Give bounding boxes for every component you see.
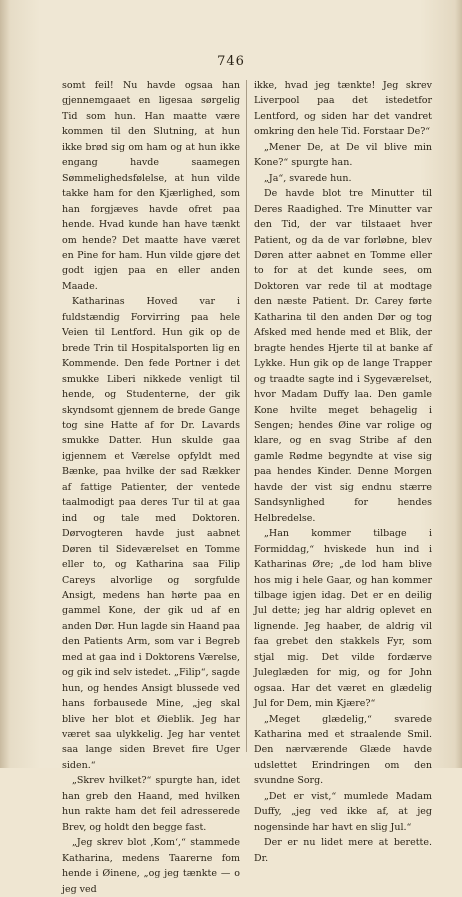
paragraph: „Han kommer tilbage i Formiddag,“ hviskede hun ind i Katharinas Øre; „de lod ham blive hos mig i hele Gaar, og han kommer tilbage igjen idag. Det er en deilig Jul dette; jeg har aldrig oplevet en lignende. Jeg haaber, de aldrig vil faa grebet den stakkels Fyr, som stjal mig. Det vilde fordærve Juleglæden for mig, og for John ogsaa. Har det været en glædelig Jul for Dem, min Kjære?“ <box>254 528 432 710</box>
column-divider <box>246 80 247 752</box>
page-number: 746 <box>217 54 245 69</box>
paragraph: ikke, hvad jeg tænkte! Jeg skrev Liverpool paa det istedetfor Lentford, og siden har det vandret omkring den hele Tid. Forstaar De?“ <box>254 80 432 138</box>
right-column <box>254 78 432 866</box>
paragraph: „Jeg skrev blot ‚Kom‘,“ stammede Katharina, medens Taarerne fom hende i Øinene, „og jeg tænkte — o jeg ved <box>62 837 240 895</box>
paragraph: „Mener De, at De vil blive min Kone?“ spurgte han. <box>254 141 432 169</box>
left-column <box>62 78 240 897</box>
paragraph: „Meget glædelig,“ svarede Katharina med et straalende Smil. Den nærværende Glæde havde udslettet Erindringen om den svundne Sorg. <box>254 713 432 787</box>
paragraph: „Ja“, svarede hun. <box>264 172 352 184</box>
paragraph: somt feil! Nu havde ogsaa han gjennemgaaet en ligesaa sørgelig Tid som hun. Han maatte være kommen til den Slutning, at hun ikke brød sig om ham og at hun ikke engang havde saamegen Sømmelighedsfølelse, at hun vilde takke ham for den Kjærlighed, som han forgjæves havde ofret paa hende. Hvad kunde han have tænkt om hende? Det maatte have været en Pine for ham. Hun vilde gjøre det godt igjen paa en eller anden Maade. <box>62 80 240 292</box>
paragraph: De havde blot tre Minutter til Deres Raadighed. Tre Minutter var den Tid, der var tilstaaet hver Patient, og da de var forløbne, blev Døren atter aabnet en Tomme eller to for at det kunde sees, om Doktoren var rede til at modtage den næste Patient. Dr. Carey førte Katharina til den anden Dør og tog Afsked med hende med et Blik, der bragte hendes Hjerte til at banke af Lykke. Hun gik op de lange Trapper og traadte sagte ind i Sygeværelset, hvor Madam Duffy laa. Den gamle Kone hvilte meget behagelig i Sengen; hendes Øine var rolige og klare, og en svag Stribe af den gamle Rødme begyndte at vise sig paa hendes Kinder. Denne Morgen havde der vist sig endnu stærre Sandsynlighed for hendes Helbredelse. <box>254 188 432 524</box>
paragraph: „Det er vist,“ mumlede Madam Duffy, „jeg ved ikke af, at jeg nogensinde har havt en slig Jul.“ <box>254 790 432 833</box>
paragraph: „Skrev hvilket?“ spurgte han, idet han greb den Haand, med hvilken hun rakte ham det feil adresserede Brev, og holdt den begge fast. <box>62 775 240 833</box>
paragraph: Der er nu lidet mere at berette. Dr. <box>254 837 432 864</box>
paragraph: Katharinas Hoved var i fuldstændig Forvirring paa hele Veien til Lentford. Hun gik op de brede Trin til Hospitalsporten lig en Kommende. Den fede Portner i det smukke Liberi nikkede venligt til hende, og Studenterne, der gik skyndsomt gjennem de brede Gange tog sine Hatte af for Dr. Lavards smukke Datter. Hun skulde gaa igjennem et Værelse opfyldt med Bænke, paa hvilke der sad Rækker af fattige Patienter, der ventede taalmodigt paa deres Tur til at gaa ind og tale med Doktoren. Dørvogteren havde just aabnet Døren til Sideværelset en Tomme eller to, og Katharina saa Filip Careys alvorlige og sorgfulde Ansigt, medens han hørte paa en gammel Kone, der gik ud af en anden Dør. Hun lagde sin Haand paa den Patients Arm, som var i Begreb med at gaa ind i Doktorens Værelse, og gik ind selv istedet. „Filip“, sagde hun, og hendes Ansigt blussede ved hans forbausede Mine, „jeg skal blive her blot et Øieblik. Jeg har været saa ulykkelig. Jeg har ventet saa lange siden Brevet fire Uger siden.“ <box>62 296 240 771</box>
